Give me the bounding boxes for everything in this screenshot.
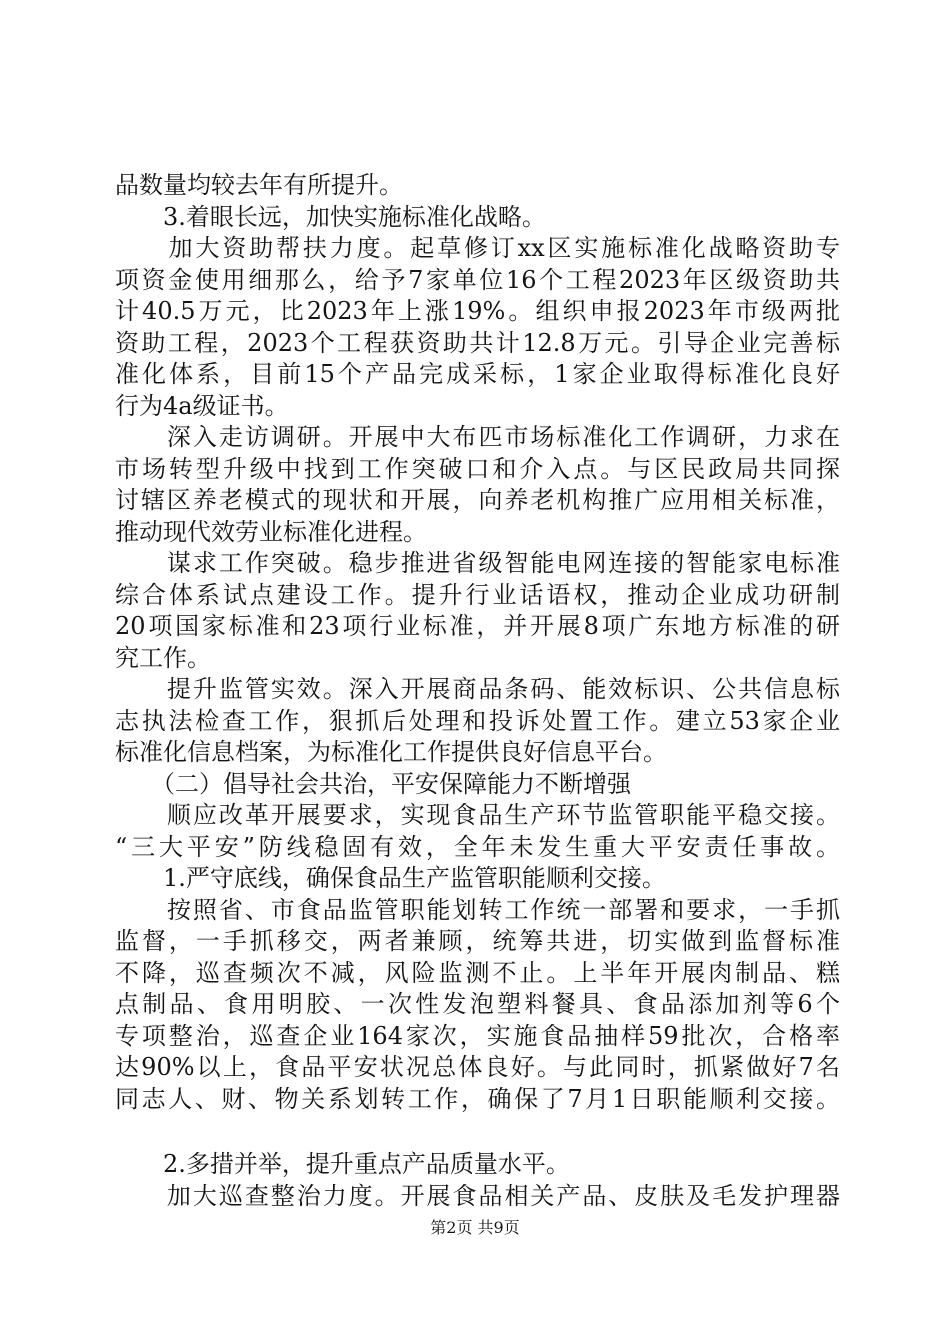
text-line: 专项整治，巡查企业164家次，实施食品抽样59批次，合格率 [115, 1021, 840, 1050]
text-line: 项资金使用细那么，给予7家单位16个工程2023年区级资助共 [115, 265, 840, 294]
text-line: 点制品、食用明胶、一次性发泡塑料餐具、食品添加剂等6个 [115, 990, 840, 1018]
text-line: 加大资助帮扶力度。起草修订xx区实施标准化战略资助专 [115, 234, 840, 262]
text-line: 加大巡查整治力度。开展食品相关产品、皮肤及毛发护理器 [115, 1181, 840, 1210]
text-line: 推动现代效劳业标准化进程。 [115, 517, 427, 546]
page-footer: 第2页 共9页 [430, 1218, 520, 1237]
section-heading: （二）倡导社会共治，平安保障能力不断增强 [115, 769, 631, 798]
text-line: 不降，巡查频次不减，风险监测不止。上半年开展肉制品、糕 [115, 958, 840, 987]
text-line: 标准化信息档案，为标准化工作提供良好信息平台。 [115, 738, 667, 766]
text-line: 准化体系，目前15个产品完成采标，1家企业取得标准化良好 [115, 360, 840, 388]
section-heading: 2.多措并举，提升重点产品质量水平。 [115, 1150, 570, 1178]
text-line: 监督，一手抓移交，两者兼顾，统筹共进，切实做到监督标准 [115, 927, 840, 955]
text-line: 深入走访调研。开展中大布匹市场标准化工作调研，力求在 [115, 423, 840, 451]
text-line: 资助工程，2023个工程获资助共计12.8万元。引导企业完善标 [115, 328, 840, 357]
text-line: 顺应改革开展要求，实现食品生产环节监管职能平稳交接。 [115, 801, 840, 829]
blank-line [115, 1115, 840, 1149]
text-line: 讨辖区养老模式的现状和开展，向养老机构推广应用相关标准， [115, 486, 840, 514]
text-line: 按照省、市食品监管职能划转工作统一部署和要求，一手抓 [115, 895, 840, 924]
text-line: 提升监管实效。深入开展商品条码、能效标识、公共信息标 [115, 675, 840, 703]
text-line: 计40.5万元，比2023年上涨19%。组织申报2023年市级两批 [115, 297, 840, 325]
text-line: 谋求工作突破。稳步推进省级智能电网连接的智能家电标准 [115, 549, 840, 577]
text-line: 同志人、财、物关系划转工作，确保了7月1日职能顺利交接。 [115, 1084, 840, 1113]
text-line: 究工作。 [115, 643, 211, 672]
text-line: “三大平安”防线稳固有效，全年未发生重大平安责任事故。 [115, 832, 840, 861]
text-line: 志执法检查工作，狠抓后处理和投诉处置工作。建立53家企业 [115, 706, 840, 735]
text-line: 行为4a级证书。 [115, 391, 289, 420]
section-heading: 3.着眼长远，加快实施标准化战略。 [115, 202, 546, 231]
section-heading: 1.严守底线，确保食品生产监管职能顺利交接。 [115, 864, 666, 892]
text-line: 市场转型升级中找到工作突破口和介入点。与区民政局共同探 [115, 454, 840, 483]
text-line: 20项国家标准和23项行业标准，并开展8项广东地方标准的研 [115, 612, 840, 640]
text-line: 达90%以上，食品平安状况总体良好。与此同时，抓紧做好7名 [115, 1053, 840, 1081]
text-line: 综合体系试点建设工作。提升行业话语权，推动企业成功研制 [115, 580, 840, 609]
document-body [115, 170, 840, 1212]
text-line: 品数量均较去年有所提升。 [115, 171, 403, 199]
